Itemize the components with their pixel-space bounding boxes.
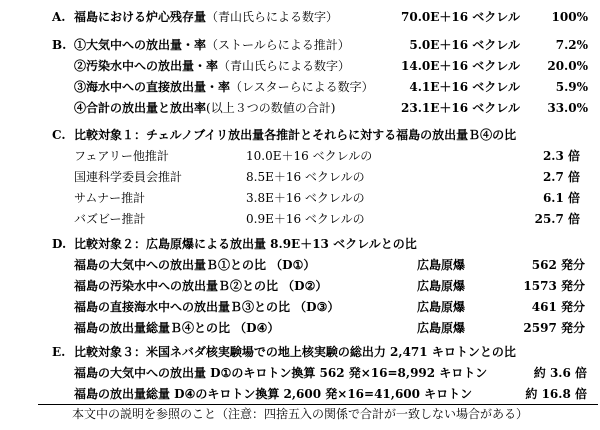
section-a-letter: A. xyxy=(52,10,66,24)
section-b-row-4 xyxy=(0,98,600,119)
section-d-row-1 xyxy=(0,255,600,276)
section-c-heading xyxy=(0,125,600,146)
section-b-row-2-pct: 20.0% xyxy=(547,59,588,73)
section-c-row-4 xyxy=(0,209,600,230)
section-b-row-4-pct: 33.0% xyxy=(547,101,588,115)
section-a-label-bold: 福島における炉心残存量 xyxy=(74,10,207,24)
section-c-letter: C. xyxy=(52,128,66,142)
section-b-row-3-label xyxy=(74,77,374,98)
section-b-row-1-label xyxy=(74,35,350,56)
section-d-letter: D. xyxy=(52,237,67,251)
section-c-row-2-value: 8.5E＋16 ベクレルの xyxy=(246,170,365,184)
section-a-value: 70.0E＋16 ベクレル xyxy=(401,10,520,24)
section-b-row-2 xyxy=(0,56,600,77)
section-d-row-2-label: 福島の汚染水中への放出量Ｂ②との比 （D②） xyxy=(74,279,328,293)
section-c-row-1-name: フェアリー他推計 xyxy=(74,149,169,163)
section-a-label xyxy=(74,7,338,28)
section-b-row-3-note: （レスターらによる数字） xyxy=(230,80,374,94)
section-c-row-4-value: 0.9E＋16 ベクレルの xyxy=(246,212,365,226)
section-b-row-1-label-bold: ①大気中への放出量・率 xyxy=(74,38,207,52)
section-d-row-3-count: 461 発分 xyxy=(531,300,585,314)
section-c-row-1-value: 10.0E＋16 ベクレルの xyxy=(246,149,373,163)
section-a-pct: 100% xyxy=(551,10,588,24)
section-d-row-3-label: 福島の直接海水中への放出量Ｂ③との比 （D③） xyxy=(74,300,340,314)
section-b-row-1 xyxy=(0,35,600,56)
section-d-title: 比較対象２：広島原爆による放出量 8.9E＋13 ベクレルとの比 xyxy=(74,237,417,251)
section-c-row-3-ratio: 6.1 倍 xyxy=(542,191,580,205)
section-b-row-4-value: 23.1E＋16 ベクレル xyxy=(401,101,520,115)
section-c-row-2-name: 国連科学委員会推計 xyxy=(74,170,183,184)
section-d-row-4-count: 2597 発分 xyxy=(523,321,585,335)
section-e-row-2-ratio: 約 16.8 倍 xyxy=(525,387,587,401)
section-d-row-1-label: 福島の大気中への放出量Ｂ①との比 （D①） xyxy=(74,258,316,272)
section-e-row-2 xyxy=(0,384,600,405)
section-b-row-4-note: (以上３つの数値の合計) xyxy=(206,101,336,115)
section-b-row-3 xyxy=(0,77,600,98)
section-e-row-2-label: 福島の放出量総量 D④のキロトン換算 2,600 発×16=41,600 キロトン xyxy=(74,387,473,401)
section-c-row-3-value: 3.8E＋16 ベクレルの xyxy=(246,191,365,205)
section-c-row-4-ratio: 25.7 倍 xyxy=(534,212,580,226)
section-b-row-1-note: （ストールらによる推計） xyxy=(206,38,350,52)
section-c-row-2-ratio: 2.7 倍 xyxy=(542,170,580,184)
section-e-title: 比較対象３：米国ネバダ核実験場での地上核実験の総出力 2,471 キロトンとの比 xyxy=(74,345,516,359)
section-b-row-1-pct: 7.2% xyxy=(555,38,588,52)
section-c-row-4-name: バズビー推計 xyxy=(74,212,146,226)
section-d-row-3-unit: 広島原爆 xyxy=(417,300,466,314)
section-c-row-1-ratio: 2.3 倍 xyxy=(542,149,580,163)
section-c-row-3-name: サムナー推計 xyxy=(74,191,146,205)
section-d-heading xyxy=(0,234,600,255)
section-a-label-note: （青山氏らによる数字） xyxy=(206,10,339,24)
section-b-row-1-value: 5.0E＋16 ベクレル xyxy=(409,38,520,52)
section-b-letter: B. xyxy=(52,38,67,52)
section-b-row-4-label xyxy=(74,98,335,119)
section-e-heading xyxy=(0,342,600,363)
section-d-row-3 xyxy=(0,297,600,318)
section-b-row-4-label-bold: ④合計の放出量と放出率 xyxy=(74,101,207,115)
section-e-row-1-ratio: 約 3.6 倍 xyxy=(533,366,587,380)
section-d-row-1-count: 562 発分 xyxy=(531,258,585,272)
section-b-row-2-label-bold: ②汚染水中への放出量・率 xyxy=(74,59,219,73)
section-c-title: 比較対象１：チェルノブイリ放出量各推計とそれらに対する福島の放出量Ｂ④の比 xyxy=(74,128,517,142)
footnote: 本文中の説明を参照のこと（注意：四捨五入の関係で合計が一致しない場合がある） xyxy=(71,407,528,421)
section-e-row-1 xyxy=(0,363,600,384)
section-d-row-4-label: 福島の放出量総量Ｂ④との比 （D④） xyxy=(74,321,280,335)
section-d-row-4-unit: 広島原爆 xyxy=(417,321,466,335)
section-d-row-2-unit: 広島原爆 xyxy=(417,279,466,293)
section-d-row-2-count: 1573 発分 xyxy=(523,279,585,293)
section-b-row-3-pct: 5.9% xyxy=(555,80,588,94)
section-c-row-3 xyxy=(0,188,600,209)
section-b-row-2-note: （青山氏らによる数字） xyxy=(218,59,351,73)
section-d-row-4 xyxy=(0,318,600,339)
section-e-row-1-label: 福島の大気中への放出量 D①のキロトン換算 562 発×16=8,992 キロトン xyxy=(74,366,488,380)
section-b-row-3-value: 4.1E＋16 ベクレル xyxy=(409,80,520,94)
section-a-row xyxy=(0,7,600,28)
section-c-row-2 xyxy=(0,167,600,188)
section-b-row-2-value: 14.0E＋16 ベクレル xyxy=(401,59,520,73)
section-b-row-2-label xyxy=(74,56,350,77)
section-d-row-2 xyxy=(0,276,600,297)
section-c-row-1 xyxy=(0,146,600,167)
section-d-row-1-unit: 広島原爆 xyxy=(417,258,466,272)
section-b-row-3-label-bold: ③海水中への直接放出量・率 xyxy=(74,80,231,94)
section-e-letter: E. xyxy=(52,345,66,359)
